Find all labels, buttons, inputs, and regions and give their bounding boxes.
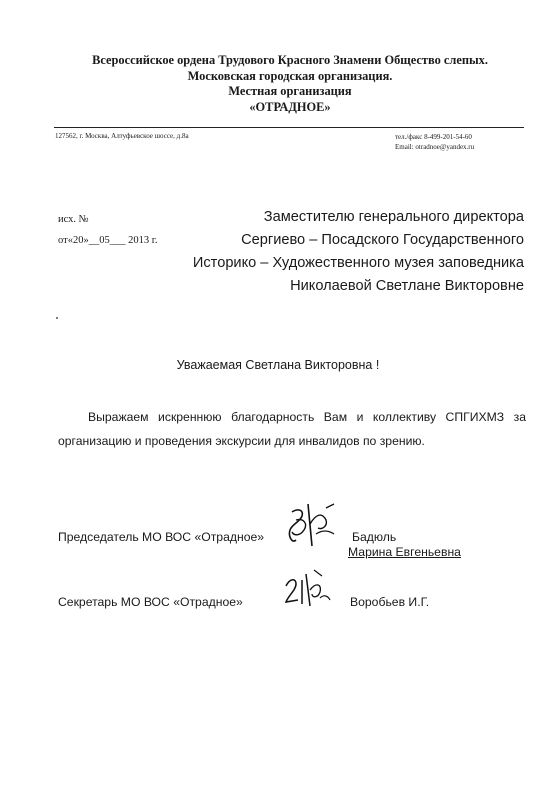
body-line: Выражаем искреннюю благодарность Вам и коллективу СПГИХМЗ за [88, 410, 526, 424]
outgoing-number: исх. № [58, 214, 89, 225]
body-line: организацию и проведения экскурсии для инвалидов по зрению. [58, 434, 425, 448]
letter-date: от«20»__05___ 2013 г. [58, 235, 158, 246]
secretary-title: Секретарь МО ВОС «Отрадное» [58, 595, 243, 609]
letterhead-local-org-name: «ОТРАДНОЕ» [249, 99, 331, 114]
addressee-block [193, 206, 524, 298]
postal-address: 127562, г. Москва, Алтуфьевское шоссе, д.8а [55, 132, 189, 140]
chair-title: Председатель МО ВОС «Отрадное» [58, 530, 265, 544]
addressee-institution-2: Историко – Художественного музея заповедника [192, 255, 524, 271]
chair-signature [282, 500, 344, 552]
letterhead-divider [54, 127, 524, 128]
chair-given-names: Марина Евгеньевна [348, 545, 461, 559]
secretary-signature [280, 564, 336, 614]
salutation: Уважаемая Светлана Викторовна ! [176, 358, 380, 372]
scan-speck [56, 317, 58, 319]
letterhead-local-org-line: Местная организация [228, 84, 352, 98]
letter-body [58, 405, 526, 453]
addressee-name: Николаевой Светлане Викторовне [290, 278, 524, 294]
letterhead [40, 53, 540, 115]
contact-block [395, 132, 474, 152]
addressee-position: Заместителю генерального директора [263, 209, 524, 225]
phone-fax: тел./факс 8-499-201-54-60 [395, 133, 472, 141]
letterhead-city-org-line: Московская городская организация. [187, 68, 393, 83]
letterhead-org-line: Всероссийское ордена Трудового Красного Знамени Общество слепых. [92, 53, 488, 67]
email-address: Email: otradnoe@yandex.ru [395, 143, 475, 151]
addressee-institution-1: Сергиево – Посадского Государственного [241, 232, 524, 248]
secretary-name: Воробьев И.Г. [350, 595, 430, 609]
chair-surname: Бадюль [352, 530, 397, 544]
